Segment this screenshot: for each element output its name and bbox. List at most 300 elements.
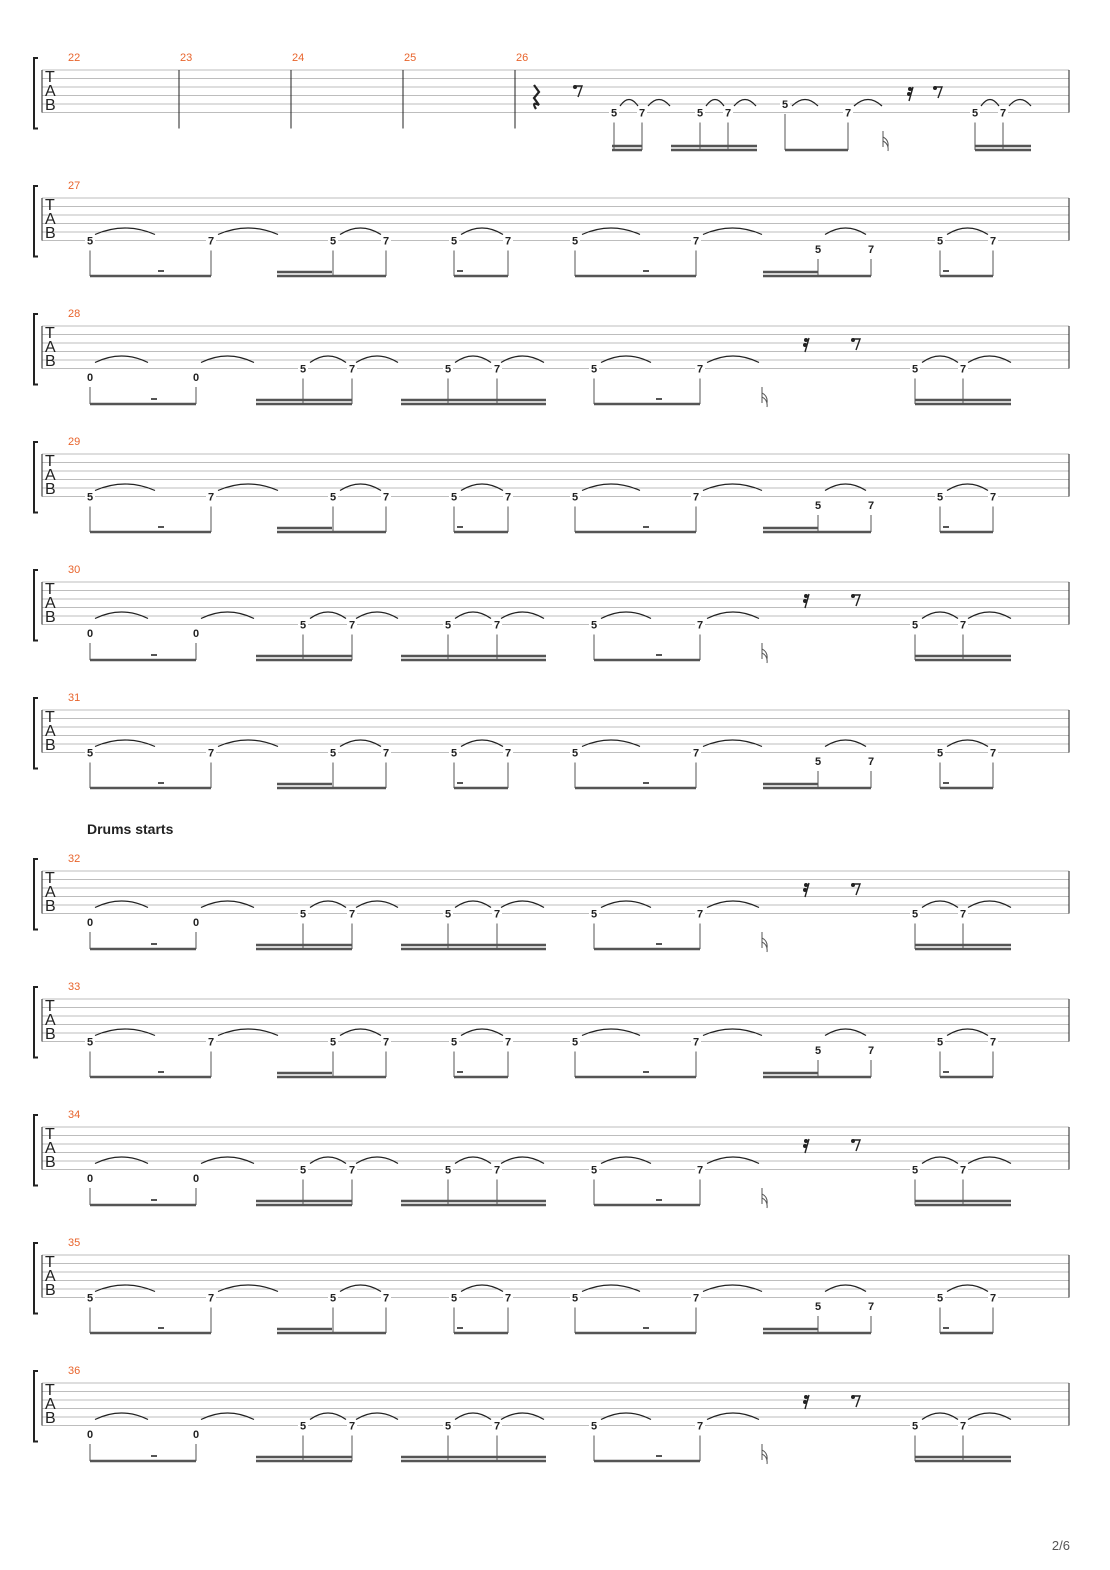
rest-flag — [804, 338, 808, 342]
tie-arc — [947, 1029, 988, 1036]
tie-arc — [356, 901, 398, 908]
fret-number: 7 — [504, 491, 512, 504]
drums-starts-annotation: Drums starts — [87, 821, 174, 837]
tie-arc — [218, 1029, 278, 1036]
tab-clef-letter: B — [45, 1282, 56, 1299]
fret-number: 7 — [348, 1420, 356, 1433]
rest-flag — [851, 1395, 855, 1399]
tab-clef-letter: B — [45, 1154, 56, 1171]
tie-arc — [218, 484, 278, 491]
tie-arc — [968, 1413, 1011, 1420]
tie-arc — [501, 356, 544, 363]
fret-number: 0 — [192, 917, 200, 929]
fret-number: 7 — [382, 747, 390, 760]
tab-clef-letter: A — [45, 83, 56, 100]
fret-number: 5 — [299, 619, 307, 632]
fret-number: 7 — [867, 756, 875, 768]
fret-number: 7 — [692, 1292, 700, 1305]
tie-arc — [825, 740, 866, 747]
fret-number: 7 — [348, 619, 356, 632]
tie-arc — [707, 1157, 759, 1164]
tie-arc — [356, 1413, 398, 1420]
fret-number: 5 — [444, 1420, 452, 1433]
fret-number: 5 — [590, 1164, 598, 1177]
fret-number: 5 — [571, 1292, 579, 1305]
fret-number: 5 — [936, 1036, 944, 1049]
fret-number: 7 — [348, 908, 356, 921]
system-bracket — [34, 1243, 38, 1314]
fret-number: 5 — [936, 235, 944, 248]
fret-number: 5 — [911, 1420, 919, 1433]
fret-number: 5 — [450, 1036, 458, 1049]
tie-arc — [201, 356, 254, 363]
fret-number: 5 — [444, 908, 452, 921]
fret-number: 5 — [299, 1164, 307, 1177]
rest-flag — [907, 92, 911, 96]
tie-arc — [356, 612, 398, 619]
tab-system-10 — [34, 1237, 1069, 1333]
tie-arc — [218, 740, 278, 747]
tie-arc — [95, 901, 148, 908]
tab-clef-letter: T — [45, 1126, 55, 1143]
rest-flag — [803, 888, 807, 892]
fret-number: 7 — [207, 1036, 215, 1049]
measure-number: 35 — [68, 1237, 81, 1249]
fret-number: 7 — [692, 235, 700, 248]
tab-system-4 — [34, 436, 1069, 532]
rest-flag — [851, 594, 855, 598]
fret-number: 5 — [911, 908, 919, 921]
tie-arc — [356, 356, 398, 363]
measure-number: 28 — [68, 308, 81, 320]
tie-arc — [461, 1029, 503, 1036]
tab-system-7 — [34, 853, 1069, 952]
fret-number: 5 — [86, 235, 94, 248]
fret-number: 7 — [207, 1292, 215, 1305]
tie-arc — [455, 612, 491, 619]
tab-clef-letter: B — [45, 481, 56, 498]
fret-number: 7 — [696, 1420, 704, 1433]
tie-arc — [201, 1157, 254, 1164]
fret-number: 7 — [696, 619, 704, 632]
tab-clef-letter: T — [45, 998, 55, 1015]
rest-flag — [803, 1400, 807, 1404]
tie-arc — [707, 612, 759, 619]
tie-arc — [703, 484, 762, 491]
fret-number: 0 — [86, 628, 94, 640]
measure-number: 26 — [516, 52, 529, 64]
tie-arc — [947, 740, 988, 747]
tab-system-11 — [34, 1365, 1069, 1464]
flagged-stem — [883, 131, 888, 151]
fret-number: 5 — [571, 491, 579, 504]
tie-arc — [95, 228, 155, 235]
flagged-stem — [762, 643, 767, 663]
tie-arc — [825, 1029, 866, 1036]
fret-number: 7 — [348, 1164, 356, 1177]
rest-flag — [804, 594, 808, 598]
fret-number: 5 — [450, 235, 458, 248]
tab-system-5 — [34, 564, 1069, 663]
tab-clef-letter: A — [45, 723, 56, 740]
rest-flag — [804, 883, 808, 887]
tie-arc — [310, 1157, 346, 1164]
fret-number: 7 — [504, 747, 512, 760]
tie-arc — [703, 1285, 762, 1292]
fret-number: 5 — [86, 1292, 94, 1305]
tab-clef-letter: A — [45, 211, 56, 228]
fret-number: 7 — [696, 1164, 704, 1177]
flagged-stem — [762, 387, 767, 407]
fret-number: 5 — [911, 1164, 919, 1177]
tab-clef-letter: T — [45, 325, 55, 342]
tab-system-2 — [34, 180, 1069, 276]
tab-clef-letter: A — [45, 339, 56, 356]
fret-number: 7 — [382, 235, 390, 248]
fret-number: 5 — [911, 363, 919, 376]
tab-clef-letter: T — [45, 581, 55, 598]
tie-arc — [95, 484, 155, 491]
tie-arc — [501, 901, 544, 908]
tie-arc — [218, 228, 278, 235]
tab-clef-letter: A — [45, 884, 56, 901]
fret-number: 7 — [504, 1292, 512, 1305]
tie-arc — [218, 1285, 278, 1292]
fret-number: 7 — [959, 1420, 967, 1433]
system-bracket — [34, 58, 38, 129]
tie-arc — [707, 901, 759, 908]
tie-arc — [95, 612, 148, 619]
tab-clef-letter: B — [45, 898, 56, 915]
tie-arc — [95, 740, 155, 747]
tab-clef-letter: B — [45, 97, 56, 114]
tie-arc — [461, 740, 503, 747]
fret-number: 0 — [86, 1173, 94, 1185]
fret-number: 7 — [989, 1292, 997, 1305]
fret-number: 5 — [86, 1036, 94, 1049]
rest-flag — [908, 87, 912, 91]
tie-arc — [501, 1157, 544, 1164]
fret-number: 0 — [86, 917, 94, 929]
fret-number: 5 — [571, 235, 579, 248]
system-bracket — [34, 1371, 38, 1442]
fret-number: 5 — [971, 107, 979, 120]
measure-number: 36 — [68, 1365, 81, 1377]
fret-number: 7 — [989, 1036, 997, 1049]
tie-arc — [968, 1157, 1011, 1164]
fret-number: 7 — [867, 244, 875, 256]
fret-number: 5 — [444, 619, 452, 632]
tie-arc — [707, 1413, 759, 1420]
fret-number: 7 — [493, 619, 501, 632]
tab-clef-letter: T — [45, 197, 55, 214]
tab-clef-letter: B — [45, 1410, 56, 1427]
rest-flag — [803, 599, 807, 603]
measure-number: 22 — [68, 52, 81, 64]
tie-arc — [95, 356, 148, 363]
tab-clef-letter: B — [45, 225, 56, 242]
fret-number: 7 — [638, 107, 646, 120]
tie-arc — [310, 612, 346, 619]
measure-number: 34 — [68, 1109, 81, 1121]
tab-clef-letter: T — [45, 1254, 55, 1271]
measure-number: 29 — [68, 436, 81, 448]
rest-flag — [933, 86, 937, 90]
fret-number: 5 — [590, 619, 598, 632]
tab-system-3 — [34, 308, 1069, 407]
fret-number: 7 — [382, 1292, 390, 1305]
tie-arc — [582, 1285, 640, 1292]
system-bracket — [34, 570, 38, 641]
tie-arc — [461, 484, 503, 491]
tie-arc — [340, 228, 381, 235]
fret-number: 7 — [692, 1036, 700, 1049]
fret-number: 7 — [504, 235, 512, 248]
tie-arc — [947, 484, 988, 491]
fret-number: 5 — [814, 1045, 822, 1057]
tie-arc — [201, 1413, 254, 1420]
measure-number: 23 — [180, 52, 193, 64]
tab-system-9 — [34, 1109, 1069, 1208]
fret-number: 5 — [329, 491, 337, 504]
tie-arc — [95, 1157, 148, 1164]
fret-number: 5 — [781, 99, 789, 111]
fret-number: 0 — [192, 628, 200, 640]
tab-clef-letter: B — [45, 1026, 56, 1043]
fret-number: 5 — [590, 1420, 598, 1433]
measure-number: 24 — [292, 52, 305, 64]
system-bracket — [34, 1115, 38, 1186]
tie-arc — [95, 1413, 148, 1420]
tie-arc — [620, 100, 638, 107]
measure-number: 27 — [68, 180, 81, 192]
tie-arc — [501, 612, 544, 619]
tie-arc — [922, 1413, 958, 1420]
tie-arc — [582, 1029, 640, 1036]
tab-clef-letter: T — [45, 453, 55, 470]
tie-arc — [707, 356, 759, 363]
tie-arc — [734, 100, 756, 107]
fret-number: 5 — [911, 619, 919, 632]
tie-arc — [981, 100, 999, 107]
rest-flag — [804, 1395, 808, 1399]
tie-arc — [455, 1413, 491, 1420]
tab-clef-letter: T — [45, 870, 55, 887]
measure-number: 32 — [68, 853, 81, 865]
tab-system-1 — [34, 52, 1069, 151]
tab-clef-letter: A — [45, 1268, 56, 1285]
tab-clef-letter: A — [45, 467, 56, 484]
tie-arc — [582, 740, 640, 747]
fret-number: 7 — [696, 908, 704, 921]
fret-number: 7 — [692, 491, 700, 504]
tab-clef-letter: A — [45, 1012, 56, 1029]
flagged-stem — [762, 932, 767, 952]
tie-arc — [968, 612, 1011, 619]
fret-number: 7 — [382, 491, 390, 504]
tie-arc — [922, 356, 958, 363]
tie-arc — [922, 901, 958, 908]
fret-number: 0 — [192, 372, 200, 384]
fret-number: 5 — [329, 1292, 337, 1305]
tie-arc — [1009, 100, 1031, 107]
tie-arc — [95, 1285, 155, 1292]
tab-clef-letter: B — [45, 609, 56, 626]
tie-arc — [340, 1285, 381, 1292]
system-bracket — [34, 186, 38, 257]
tab-clef-letter: A — [45, 1396, 56, 1413]
tie-arc — [968, 901, 1011, 908]
fret-number: 5 — [450, 747, 458, 760]
tie-arc — [854, 100, 882, 107]
fret-number: 0 — [86, 372, 94, 384]
tie-arc — [201, 901, 254, 908]
rest-flag — [851, 1139, 855, 1143]
fret-number: 7 — [504, 1036, 512, 1049]
fret-number: 7 — [493, 1164, 501, 1177]
tie-arc — [706, 100, 724, 107]
system-bracket — [34, 859, 38, 930]
fret-number: 7 — [207, 747, 215, 760]
tie-arc — [461, 1285, 503, 1292]
rest-flag — [573, 85, 577, 89]
tie-arc — [947, 228, 988, 235]
fret-number: 5 — [86, 491, 94, 504]
tie-arc — [601, 356, 651, 363]
fret-number: 7 — [696, 363, 704, 376]
tie-arc — [310, 356, 346, 363]
fret-number: 7 — [692, 747, 700, 760]
tab-clef-letter: B — [45, 737, 56, 754]
tie-arc — [201, 612, 254, 619]
fret-number: 7 — [348, 363, 356, 376]
fret-number: 5 — [590, 908, 598, 921]
fret-number: 5 — [814, 1301, 822, 1313]
system-bracket — [34, 698, 38, 769]
tie-arc — [340, 1029, 381, 1036]
page-number: 2/6 — [1051, 1538, 1070, 1553]
tie-arc — [340, 740, 381, 747]
fret-number: 5 — [936, 1292, 944, 1305]
tie-arc — [703, 228, 762, 235]
system-bracket — [34, 314, 38, 385]
tie-arc — [95, 1029, 155, 1036]
tab-clef-letter: T — [45, 1382, 55, 1399]
tie-arc — [601, 1157, 651, 1164]
tie-arc — [601, 1413, 651, 1420]
tie-arc — [601, 901, 651, 908]
fret-number: 5 — [450, 1292, 458, 1305]
fret-number: 7 — [959, 908, 967, 921]
fret-number: 5 — [86, 747, 94, 760]
tie-arc — [601, 612, 651, 619]
fret-number: 5 — [814, 244, 822, 256]
fret-number: 5 — [571, 1036, 579, 1049]
fret-number: 5 — [936, 491, 944, 504]
tie-arc — [825, 1285, 866, 1292]
tab-clef-letter: B — [45, 353, 56, 370]
tab-system-6 — [34, 692, 1069, 788]
fret-number: 5 — [590, 363, 598, 376]
fret-number: 7 — [493, 363, 501, 376]
fret-number: 7 — [999, 107, 1007, 120]
tie-arc — [703, 740, 762, 747]
tie-arc — [455, 356, 491, 363]
rest-flag — [803, 343, 807, 347]
tie-arc — [825, 228, 866, 235]
fret-number: 5 — [571, 747, 579, 760]
fret-number: 5 — [444, 1164, 452, 1177]
fret-number: 7 — [989, 747, 997, 760]
measure-number: 31 — [68, 692, 81, 704]
fret-number: 7 — [989, 235, 997, 248]
tie-arc — [922, 612, 958, 619]
tie-arc — [310, 901, 346, 908]
fret-number: 0 — [192, 1429, 200, 1441]
fret-number: 7 — [724, 107, 732, 120]
tie-arc — [947, 1285, 988, 1292]
fret-number: 7 — [867, 1045, 875, 1057]
fret-number: 5 — [299, 363, 307, 376]
fret-number: 5 — [814, 500, 822, 512]
flagged-stem — [762, 1188, 767, 1208]
fret-number: 7 — [493, 908, 501, 921]
flagged-stem — [762, 1444, 767, 1464]
system-bracket — [34, 442, 38, 513]
tie-arc — [703, 1029, 762, 1036]
fret-number: 7 — [867, 500, 875, 512]
tie-arc — [455, 901, 491, 908]
tab-clef-letter: A — [45, 595, 56, 612]
tab-system-8 — [34, 981, 1069, 1077]
fret-number: 5 — [329, 235, 337, 248]
tie-arc — [582, 484, 640, 491]
tie-arc — [310, 1413, 346, 1420]
tab-clef-letter: T — [45, 69, 55, 86]
tie-arc — [582, 228, 640, 235]
fret-number: 7 — [844, 107, 852, 120]
rest-flag — [803, 1144, 807, 1148]
rest-flag — [851, 338, 855, 342]
fret-number: 5 — [696, 107, 704, 120]
fret-number: 7 — [989, 491, 997, 504]
tie-arc — [455, 1157, 491, 1164]
fret-number: 7 — [959, 619, 967, 632]
tab-clef-letter: A — [45, 1140, 56, 1157]
rest-flag — [804, 1139, 808, 1143]
tie-arc — [356, 1157, 398, 1164]
tie-arc — [501, 1413, 544, 1420]
fret-number: 7 — [867, 1301, 875, 1313]
tie-arc — [648, 100, 670, 107]
measure-number: 33 — [68, 981, 81, 993]
fret-number: 5 — [329, 747, 337, 760]
fret-number: 7 — [493, 1420, 501, 1433]
rest-flag — [851, 883, 855, 887]
tie-arc — [825, 484, 866, 491]
fret-number: 5 — [936, 747, 944, 760]
tie-arc — [461, 228, 503, 235]
tie-arc — [792, 100, 818, 107]
fret-number: 7 — [207, 491, 215, 504]
tie-arc — [968, 356, 1011, 363]
fret-number: 5 — [299, 908, 307, 921]
fret-number: 5 — [444, 363, 452, 376]
quarter-rest — [534, 85, 539, 109]
fret-number: 5 — [450, 491, 458, 504]
fret-number: 7 — [207, 235, 215, 248]
tab-clef-letter: T — [45, 709, 55, 726]
